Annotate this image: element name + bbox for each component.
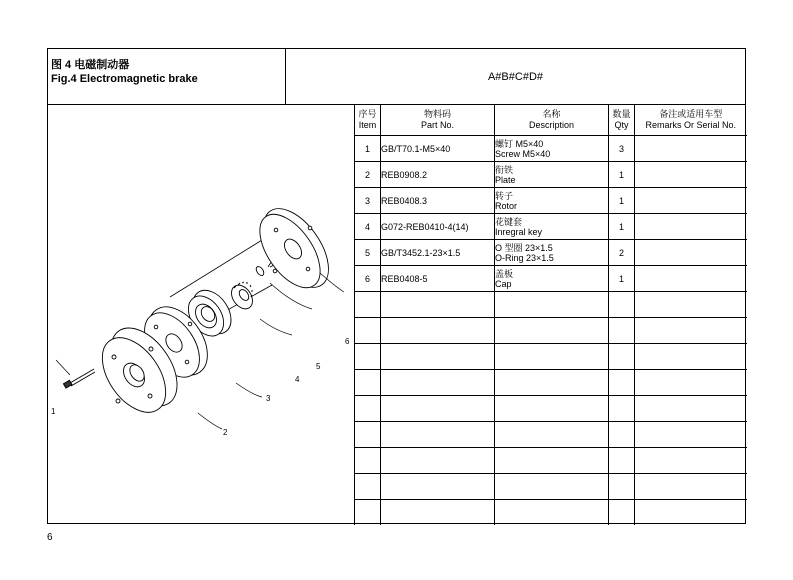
cell-part-no bbox=[381, 370, 495, 396]
table-row bbox=[355, 240, 747, 266]
cell-part-no bbox=[381, 500, 495, 526]
table-header-row bbox=[355, 105, 747, 136]
cell-remarks bbox=[635, 500, 747, 526]
cell-item: 3 bbox=[355, 188, 381, 214]
cell-part-no: GB/T70.1-M5×40 bbox=[381, 136, 495, 162]
cell-description bbox=[495, 474, 609, 500]
figure-title-block bbox=[48, 49, 286, 104]
cell-part-no bbox=[381, 448, 495, 474]
cell-qty: 1 bbox=[609, 162, 635, 188]
table-row bbox=[355, 136, 747, 162]
callout-5: 5 bbox=[316, 362, 321, 371]
cell-qty bbox=[609, 344, 635, 370]
cell-part-no bbox=[381, 344, 495, 370]
cell-remarks bbox=[635, 292, 747, 318]
cell-item bbox=[355, 422, 381, 448]
table-row bbox=[355, 500, 747, 526]
table-row bbox=[355, 214, 747, 240]
cell-part-no: GB/T3452.1-23×1.5 bbox=[381, 240, 495, 266]
cell-description bbox=[495, 214, 609, 240]
cell-remarks bbox=[635, 474, 747, 500]
cell-qty: 1 bbox=[609, 188, 635, 214]
table-row bbox=[355, 422, 747, 448]
cell-part-no: REB0408.3 bbox=[381, 188, 495, 214]
description-en: Cap bbox=[495, 278, 512, 289]
cell-remarks bbox=[635, 136, 747, 162]
model-code: A#B#C#D# bbox=[487, 70, 544, 83]
cell-description bbox=[495, 370, 609, 396]
col-header-item: 序号 Item bbox=[355, 105, 381, 136]
cell-item: 5 bbox=[355, 240, 381, 266]
cell-remarks bbox=[635, 214, 747, 240]
cell-item bbox=[355, 500, 381, 526]
cell-part-no bbox=[381, 318, 495, 344]
cell-remarks bbox=[635, 318, 747, 344]
cell-part-no bbox=[381, 422, 495, 448]
cell-qty bbox=[609, 370, 635, 396]
table-row bbox=[355, 318, 747, 344]
cell-description bbox=[495, 240, 609, 266]
figure-title-en: Fig.4 Electromagnetic brake bbox=[51, 73, 198, 85]
cell-remarks bbox=[635, 188, 747, 214]
part-5-o-ring bbox=[255, 265, 266, 277]
cell-description bbox=[495, 292, 609, 318]
callout-4: 4 bbox=[295, 375, 300, 384]
table-row bbox=[355, 344, 747, 370]
table-row bbox=[355, 370, 747, 396]
model-code-cell bbox=[286, 49, 745, 104]
cell-item: 4 bbox=[355, 214, 381, 240]
cell-part-no: REB0908.2 bbox=[381, 162, 495, 188]
cell-remarks bbox=[635, 422, 747, 448]
description-cn: 盖板 bbox=[495, 268, 514, 279]
cell-qty bbox=[609, 292, 635, 318]
cell-qty: 1 bbox=[609, 214, 635, 240]
callout-3: 3 bbox=[266, 394, 271, 403]
description-cn: 衔铁 bbox=[495, 164, 514, 175]
cell-qty bbox=[609, 448, 635, 474]
table-row bbox=[355, 266, 747, 292]
parts-table-body bbox=[355, 136, 747, 526]
col-header-remarks: 备注或适用车型 Remarks Or Serial No. bbox=[635, 105, 747, 136]
description-cn: O 型圈 23×1.5 bbox=[495, 242, 553, 253]
cell-part-no bbox=[381, 474, 495, 500]
parts-sheet-frame bbox=[47, 48, 746, 524]
cell-qty bbox=[609, 422, 635, 448]
cell-item: 2 bbox=[355, 162, 381, 188]
cell-remarks bbox=[635, 240, 747, 266]
cell-description bbox=[495, 422, 609, 448]
cell-part-no bbox=[381, 396, 495, 422]
cell-part-no: REB0408-5 bbox=[381, 266, 495, 292]
parts-table bbox=[354, 105, 747, 525]
cell-item bbox=[355, 370, 381, 396]
part-1-screw bbox=[63, 369, 95, 388]
cell-description bbox=[495, 318, 609, 344]
cell-remarks bbox=[635, 448, 747, 474]
part-6-cap bbox=[248, 197, 342, 298]
callout-1: 1 bbox=[51, 407, 56, 416]
cell-remarks bbox=[635, 162, 747, 188]
cell-description bbox=[495, 188, 609, 214]
cell-qty: 2 bbox=[609, 240, 635, 266]
cell-description bbox=[495, 344, 609, 370]
cell-description bbox=[495, 500, 609, 526]
description-en: Plate bbox=[495, 174, 516, 185]
table-row bbox=[355, 188, 747, 214]
cell-description bbox=[495, 266, 609, 292]
exploded-view-drawing bbox=[48, 105, 354, 523]
table-row bbox=[355, 474, 747, 500]
col-header-qty: 数量 Qty bbox=[609, 105, 635, 136]
description-en: Inregral key bbox=[495, 226, 543, 237]
table-row bbox=[355, 448, 747, 474]
cell-item bbox=[355, 344, 381, 370]
cell-qty bbox=[609, 500, 635, 526]
description-cn: 花键套 bbox=[495, 216, 523, 227]
cell-remarks bbox=[635, 266, 747, 292]
cell-item bbox=[355, 396, 381, 422]
cell-part-no bbox=[381, 292, 495, 318]
col-header-part-no: 物料码 Part No. bbox=[381, 105, 495, 136]
description-en: O-Ring 23×1.5 bbox=[495, 252, 554, 263]
page-number: 6 bbox=[47, 532, 53, 543]
cell-description bbox=[495, 162, 609, 188]
table-row bbox=[355, 396, 747, 422]
cell-qty bbox=[609, 396, 635, 422]
cell-qty bbox=[609, 474, 635, 500]
cell-qty bbox=[609, 318, 635, 344]
callout-6: 6 bbox=[345, 337, 350, 346]
cell-item bbox=[355, 318, 381, 344]
cell-remarks bbox=[635, 344, 747, 370]
col-header-description: 名称 Description bbox=[495, 105, 609, 136]
cell-qty: 3 bbox=[609, 136, 635, 162]
cell-description bbox=[495, 136, 609, 162]
cell-remarks bbox=[635, 396, 747, 422]
cell-description bbox=[495, 448, 609, 474]
cell-item: 1 bbox=[355, 136, 381, 162]
table-row bbox=[355, 292, 747, 318]
description-cn: 转子 bbox=[495, 190, 514, 201]
description-cn: 螺钉 M5×40 bbox=[495, 138, 544, 149]
cell-item bbox=[355, 292, 381, 318]
cell-description bbox=[495, 396, 609, 422]
callout-2: 2 bbox=[223, 428, 228, 437]
cell-qty: 1 bbox=[609, 266, 635, 292]
cell-item: 6 bbox=[355, 266, 381, 292]
cell-part-no: G072-REB0410-4(14) bbox=[381, 214, 495, 240]
figure-title-cn: 图 4 电磁制动器 bbox=[51, 59, 130, 71]
cell-item bbox=[355, 474, 381, 500]
description-en: Screw M5×40 bbox=[495, 148, 551, 159]
cell-item bbox=[355, 448, 381, 474]
cell-remarks bbox=[635, 370, 747, 396]
table-row bbox=[355, 162, 747, 188]
description-en: Rotor bbox=[495, 200, 518, 211]
